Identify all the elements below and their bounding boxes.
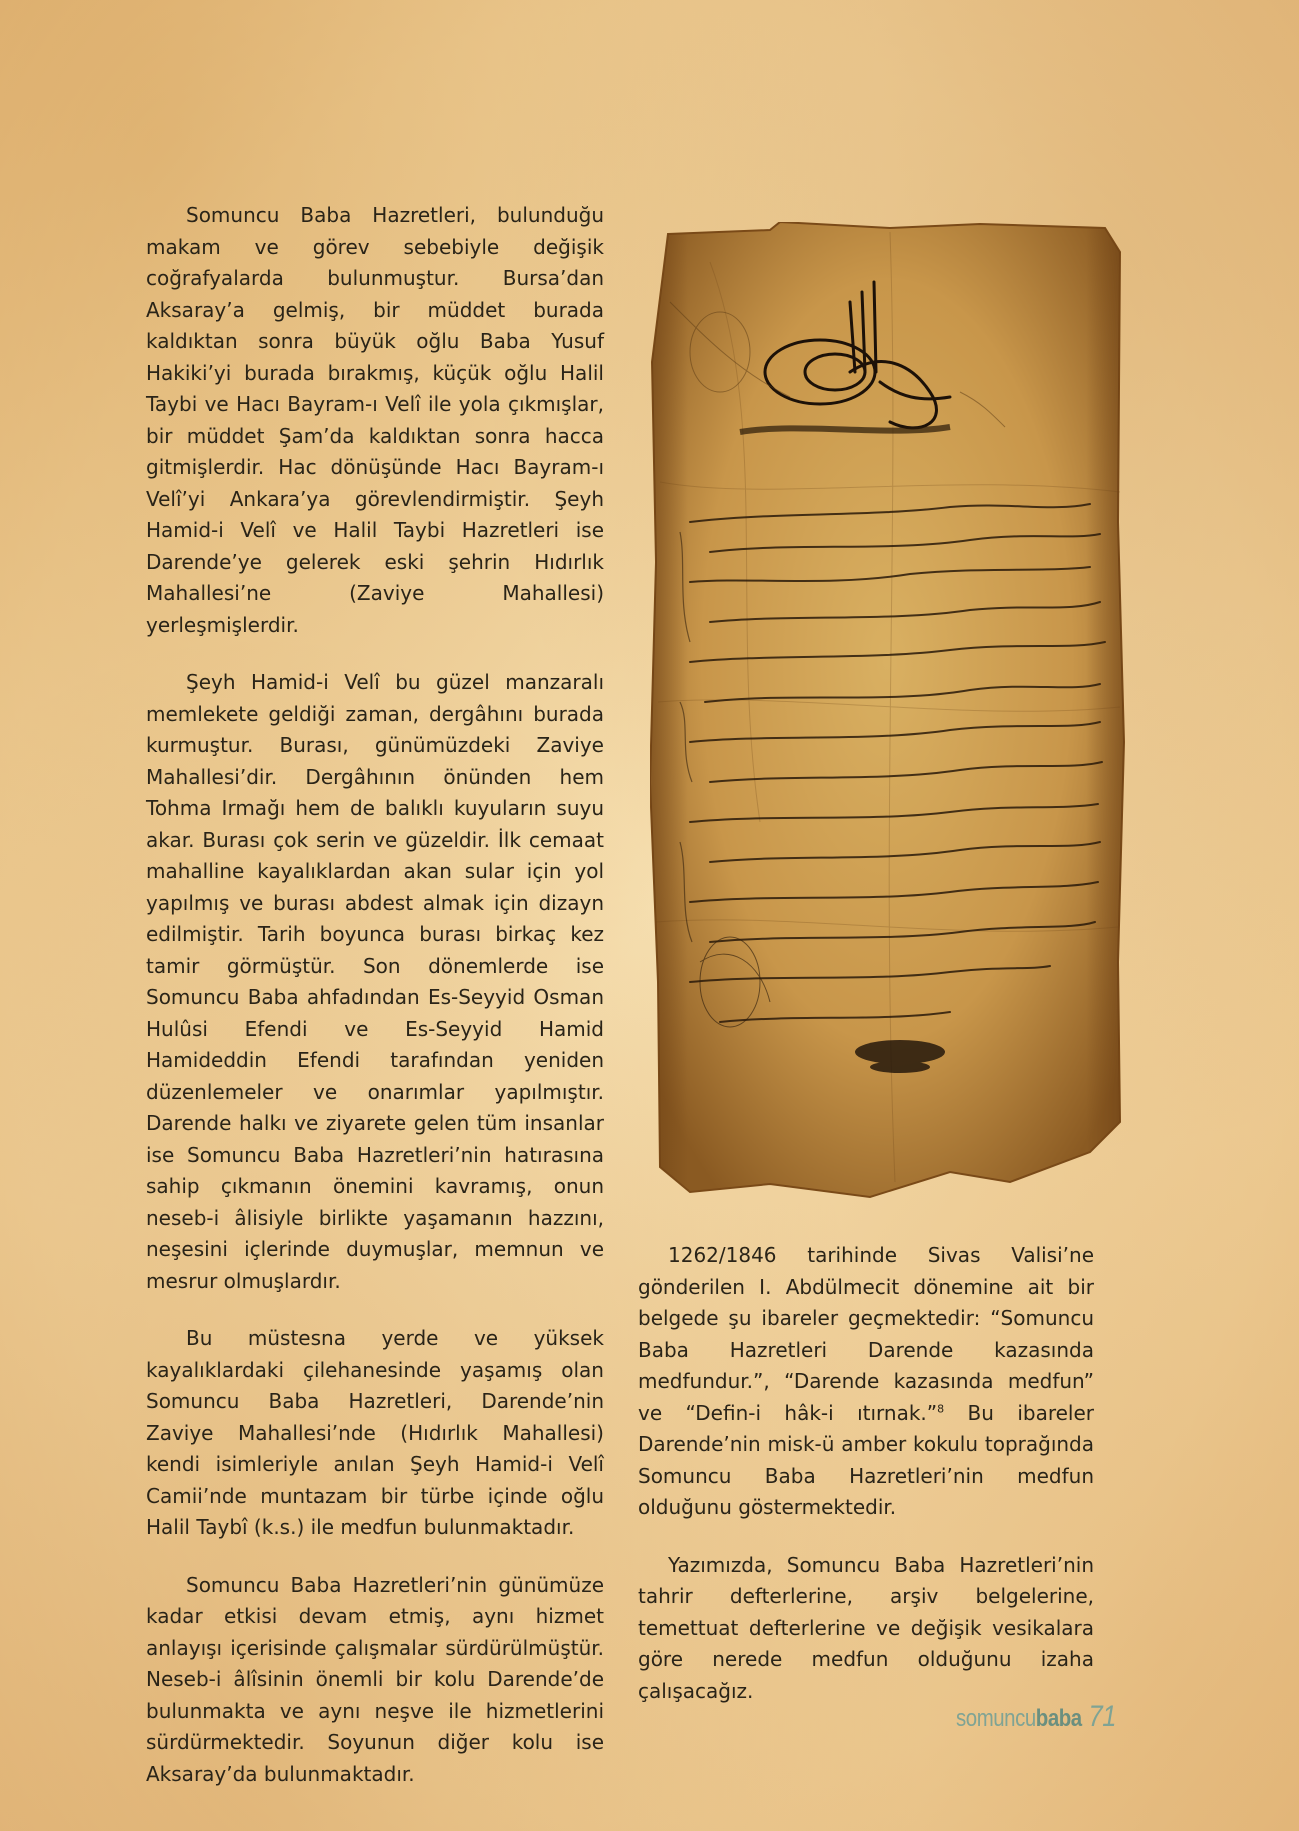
paragraph: Yazımızda, Somuncu Baba Hazretleri’nin tahrir defterlerine, arşiv belgelerine, temettuat defterlerine ve değişik vesikalara göre nerede medfun olduğunu izaha çalışacağız. — [638, 1552, 1094, 1703]
ottoman-document-image — [650, 222, 1126, 1207]
paragraph: Bu müstesna yerde ve yüksek kayalıklardaki çilehanesinde yaşamış olan Somuncu Baba Hazretleri, Darende’nin Zaviye Mahallesi’nde (Hıdırlık Mahallesi) kendi isimleriyle anılan Şeyh Hamid-i Velî Camii’nde muntazam bir türbe içinde oğlu Halil Taybî (k.s.) ile medfun bulunmaktadır. — [146, 1326, 604, 1539]
paragraph-text: 1262/1846 tarihinde Sivas Valisi’ne gönderilen I. Abdülmecit dönemine ait bir belgede şu ibareler geçmektedir: “Somuncu Baba Hazretleri Darende kazasında medfundur.”, “Darende kazasında medfun” ve “Defin-i hâk-i ıtırnak.” — [638, 1243, 1094, 1425]
footnote-marker[interactable]: 8 — [937, 1401, 945, 1415]
page-footer — [956, 1700, 1116, 1734]
left-text-column — [146, 200, 604, 1816]
paragraph: Şeyh Hamid-i Velî bu güzel manzaralı memlekete geldiği zaman, dergâhını burada kurmuştur. Burası, günümüzdeki Zaviye Mahallesi’dir. Dergâhının önünden hem Tohma Irmağı hem de balıklı kuyuların suyu akar. Burası çok serin ve güzeldir. İlk cemaat mahalline kayalıklardan akan sular için yol yapılmış ve burası abdest almak için dizayn edilmiştir. Tarih boyunca burası birkaç kez tamir görmüştür. Son dönemlerde ise Somuncu Baba ahfadından Es-Seyyid Osman Hulûsi Efendi ve Es-Seyyid Hamid Hamideddin Efendi tarafından yeniden düzenlemeler ve onarımlar yapılmıştır. Darende halkı ve ziyarete gelen tüm insanlar ise Somuncu Baba Hazretleri’nin hatırasına sahip çıkmanın önemini kavramış, onun neseb-i âlisiyle birlikte yaşamanın hazzını, neşesini içlerinde duymuşlar, memnun ve mesrur olmuşlardır. — [146, 670, 604, 1293]
brand-logo-part-2: baba — [1035, 1705, 1082, 1732]
paragraph-text: Bu ibareler Darende’nin misk-ü amber kokulu toprağında Somuncu Baba Hazretleri’nin medfun olduğunu göstermektedir. — [638, 1400, 1095, 1519]
brand-logo-part-1: somuncu — [956, 1705, 1036, 1732]
page-number: 71 — [1088, 1700, 1117, 1733]
paragraph — [638, 1240, 1094, 1524]
paragraph: Somuncu Baba Hazretleri’nin günümüze kadar etkisi devam etmiş, aynı hizmet anlayışı içerisinde çalışmalar sürdürülmüştür. Neseb-i âlîsinin önemli bir kolu Darende’de bulunmakta ve aynı neşve ile hizmetlerini sürdürmektedir. Soyunun diğer kolu ise Aksaray’da bulunmaktadır. — [146, 1572, 604, 1786]
right-text-column — [638, 1240, 1094, 1733]
paragraph: Somuncu Baba Hazretleri, bulunduğu makam ve görev sebebiyle değişik coğrafyalarda bulunmuştur. Bursa’dan Aksaray’a gelmiş, bir müddet burada kaldıktan sonra büyük oğlu Baba Yusuf Hakiki’yi burada bırakmış, küçük oğlu Halil Taybi ve Hacı Bayram-ı Velî ile yola çıkmışlar, bir müddet Şam’da kaldıktan sonra hacca gitmişlerdir. Hac dönüşünde Hacı Bayram-ı Velî’yi Ankara’ya görevlendirmiştir. Şeyh Hamid-i Velî ve Halil Taybi Hazretleri ise Darende’ye gelerek eski şehrin Hıdırlık Mahallesi’ne (Zaviye Mahallesi) yerleşmişlerdir. — [146, 203, 604, 637]
